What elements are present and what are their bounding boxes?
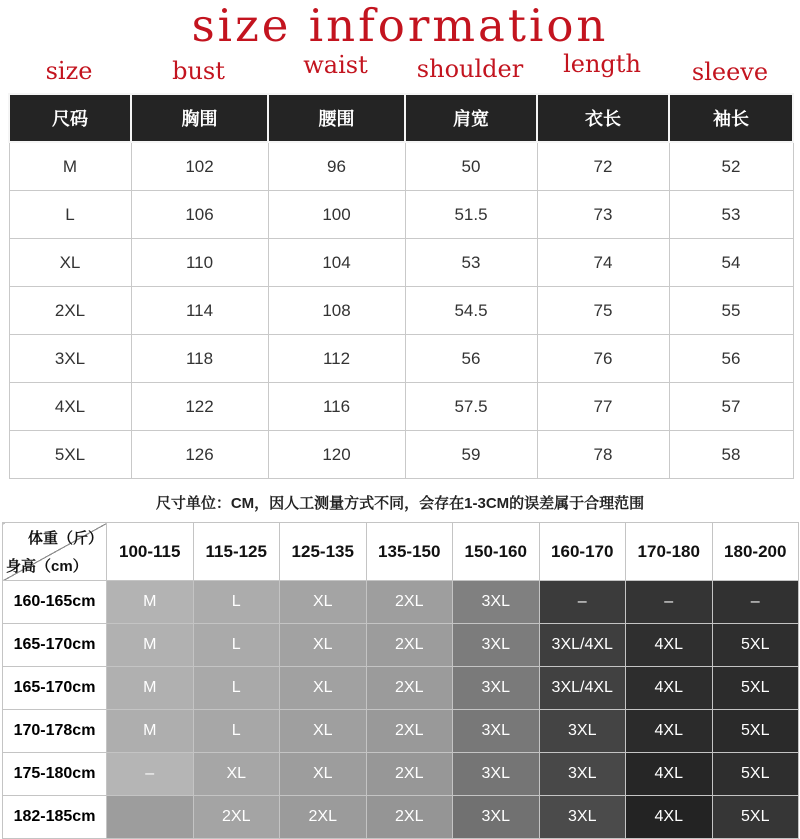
height-range-label: 165-170cm [3, 624, 107, 667]
column-label-waist: waist [303, 51, 368, 80]
recommended-size-cell: 5XL [712, 667, 799, 710]
fit-table-header-row [3, 523, 799, 581]
column-label-sleeve: sleeve [691, 58, 769, 87]
measurement-cell: 58 [669, 431, 793, 479]
recommended-size-cell: 2XL [280, 796, 367, 839]
size-name-cell: 3XL [9, 335, 131, 383]
recommended-size-cell: – [626, 581, 713, 624]
recommended-size-cell: L [193, 624, 280, 667]
measurement-cell: 54 [669, 239, 793, 287]
measurement-cell: 56 [405, 335, 537, 383]
measurement-cell: 96 [268, 142, 405, 191]
unit-tolerance-note: 尺寸单位：CM，因人工测量方式不同，会存在1-3CM的误差属于合理范围 [155, 495, 645, 513]
fit-table-body [3, 581, 799, 839]
measurement-cell: 75 [537, 287, 669, 335]
height-range-label: 175-180cm [3, 753, 107, 796]
size-table-row [9, 239, 793, 287]
recommended-size-cell: 3XL [453, 624, 540, 667]
measurement-cell: 122 [131, 383, 268, 431]
weight-range-header: 150-160 [453, 523, 540, 581]
measurement-cell: 100 [268, 191, 405, 239]
measurement-cell: 52 [669, 142, 793, 191]
recommended-size-cell: 3XL [539, 710, 626, 753]
recommended-size-cell: XL [280, 710, 367, 753]
weight-range-header: 135-150 [366, 523, 453, 581]
recommended-size-cell [107, 796, 194, 839]
size-table-body [9, 142, 793, 479]
recommended-size-cell: 2XL [366, 796, 453, 839]
size-table-header-cell: 胸围 [131, 94, 268, 142]
column-label-size: size [45, 57, 93, 86]
recommended-size-cell: 5XL [712, 753, 799, 796]
recommended-size-cell: 4XL [626, 710, 713, 753]
size-table-header-cell: 尺码 [9, 94, 131, 142]
weight-height-corner-cell [3, 523, 107, 581]
recommended-size-cell: 5XL [712, 796, 799, 839]
recommended-size-cell: – [712, 581, 799, 624]
recommended-size-cell: 4XL [626, 796, 713, 839]
recommended-size-cell: 2XL [366, 624, 453, 667]
size-table-header-cell: 肩宽 [405, 94, 537, 142]
size-table-row [9, 431, 793, 479]
weight-range-header: 180-200 [712, 523, 799, 581]
recommended-size-cell: XL [280, 581, 367, 624]
measurement-cell: 57.5 [405, 383, 537, 431]
recommended-size-cell: 3XL [453, 667, 540, 710]
measurement-cell: 120 [268, 431, 405, 479]
page-title: size information [191, 0, 609, 52]
fit-table-row [3, 581, 799, 624]
column-label-shoulder: shoulder [416, 55, 524, 84]
weight-range-header: 125-135 [280, 523, 367, 581]
measurement-cell: 106 [131, 191, 268, 239]
measurement-cell: 102 [131, 142, 268, 191]
size-name-cell: XL [9, 239, 131, 287]
size-name-cell: M [9, 142, 131, 191]
measurement-cell: 126 [131, 431, 268, 479]
height-axis-label: 身高（cm） [6, 558, 88, 576]
height-range-label: 165-170cm [3, 667, 107, 710]
measurement-cell: 59 [405, 431, 537, 479]
size-table-header-cell: 袖长 [669, 94, 793, 142]
recommended-size-cell: 2XL [366, 753, 453, 796]
column-label-length: length [563, 50, 641, 79]
size-table-header-cell: 衣长 [537, 94, 669, 142]
size-table-header-row [9, 94, 793, 142]
recommended-size-cell: M [107, 710, 194, 753]
measurement-cell: 54.5 [405, 287, 537, 335]
measurement-cell: 76 [537, 335, 669, 383]
size-name-cell: L [9, 191, 131, 239]
measurement-cell: 72 [537, 142, 669, 191]
size-table-row [9, 383, 793, 431]
fit-table-row [3, 710, 799, 753]
fit-table-row [3, 667, 799, 710]
size-table-row [9, 287, 793, 335]
recommended-size-cell: 3XL [453, 581, 540, 624]
measurement-cell: 110 [131, 239, 268, 287]
recommended-size-cell: XL [280, 753, 367, 796]
recommended-size-cell: – [107, 753, 194, 796]
size-name-cell: 2XL [9, 287, 131, 335]
recommended-size-cell: 2XL [366, 581, 453, 624]
recommended-size-cell: 2XL [366, 710, 453, 753]
recommended-size-cell: M [107, 624, 194, 667]
measurement-cell: 118 [131, 335, 268, 383]
measurement-cell: 112 [268, 335, 405, 383]
recommended-size-cell: 4XL [626, 624, 713, 667]
size-table-row [9, 142, 793, 191]
measurement-cell: 108 [268, 287, 405, 335]
size-table-head [9, 94, 793, 142]
fit-table [2, 522, 799, 839]
weight-range-header: 160-170 [539, 523, 626, 581]
measurement-cell: 116 [268, 383, 405, 431]
height-range-label: 182-185cm [3, 796, 107, 839]
measurement-cell: 74 [537, 239, 669, 287]
size-table [8, 93, 794, 479]
recommended-size-cell: 4XL [626, 753, 713, 796]
recommended-size-cell: 5XL [712, 710, 799, 753]
recommended-size-cell: 5XL [712, 624, 799, 667]
recommended-size-cell: XL [193, 753, 280, 796]
size-name-cell: 5XL [9, 431, 131, 479]
recommended-size-cell: – [539, 581, 626, 624]
recommended-size-cell: 2XL [193, 796, 280, 839]
weight-range-header: 100-115 [107, 523, 194, 581]
fit-table-head [3, 523, 799, 581]
measurement-cell: 78 [537, 431, 669, 479]
measurement-cell: 51.5 [405, 191, 537, 239]
recommended-size-cell: 4XL [626, 667, 713, 710]
measurement-cell: 56 [669, 335, 793, 383]
measurement-cell: 73 [537, 191, 669, 239]
fit-table-row [3, 624, 799, 667]
measurement-cell: 104 [268, 239, 405, 287]
size-table-row [9, 335, 793, 383]
weight-axis-label: 体重（斤） [27, 530, 103, 548]
size-table-header-cell: 腰围 [268, 94, 405, 142]
fit-table-row [3, 753, 799, 796]
weight-range-header: 170-180 [626, 523, 713, 581]
height-range-label: 160-165cm [3, 581, 107, 624]
height-range-label: 170-178cm [3, 710, 107, 753]
recommended-size-cell: XL [280, 667, 367, 710]
measurement-cell: 114 [131, 287, 268, 335]
recommended-size-cell: L [193, 667, 280, 710]
fit-table-row [3, 796, 799, 839]
recommended-size-cell: 3XL/4XL [539, 667, 626, 710]
weight-range-header: 115-125 [193, 523, 280, 581]
recommended-size-cell: M [107, 581, 194, 624]
recommended-size-cell: 3XL [539, 796, 626, 839]
recommended-size-cell: L [193, 710, 280, 753]
recommended-size-cell: 3XL [453, 753, 540, 796]
recommended-size-cell: 3XL [453, 710, 540, 753]
recommended-size-cell: M [107, 667, 194, 710]
measurement-cell: 53 [405, 239, 537, 287]
measurement-cell: 77 [537, 383, 669, 431]
measurement-cell: 53 [669, 191, 793, 239]
column-label-bust: bust [172, 57, 225, 86]
recommended-size-cell: L [193, 581, 280, 624]
recommended-size-cell: XL [280, 624, 367, 667]
measurement-cell: 55 [669, 287, 793, 335]
measurement-cell: 50 [405, 142, 537, 191]
recommended-size-cell: 3XL [539, 753, 626, 796]
measurement-cell: 57 [669, 383, 793, 431]
size-table-row [9, 191, 793, 239]
recommended-size-cell: 2XL [366, 667, 453, 710]
size-name-cell: 4XL [9, 383, 131, 431]
recommended-size-cell: 3XL/4XL [539, 624, 626, 667]
english-column-labels [8, 52, 792, 85]
recommended-size-cell: 3XL [453, 796, 540, 839]
